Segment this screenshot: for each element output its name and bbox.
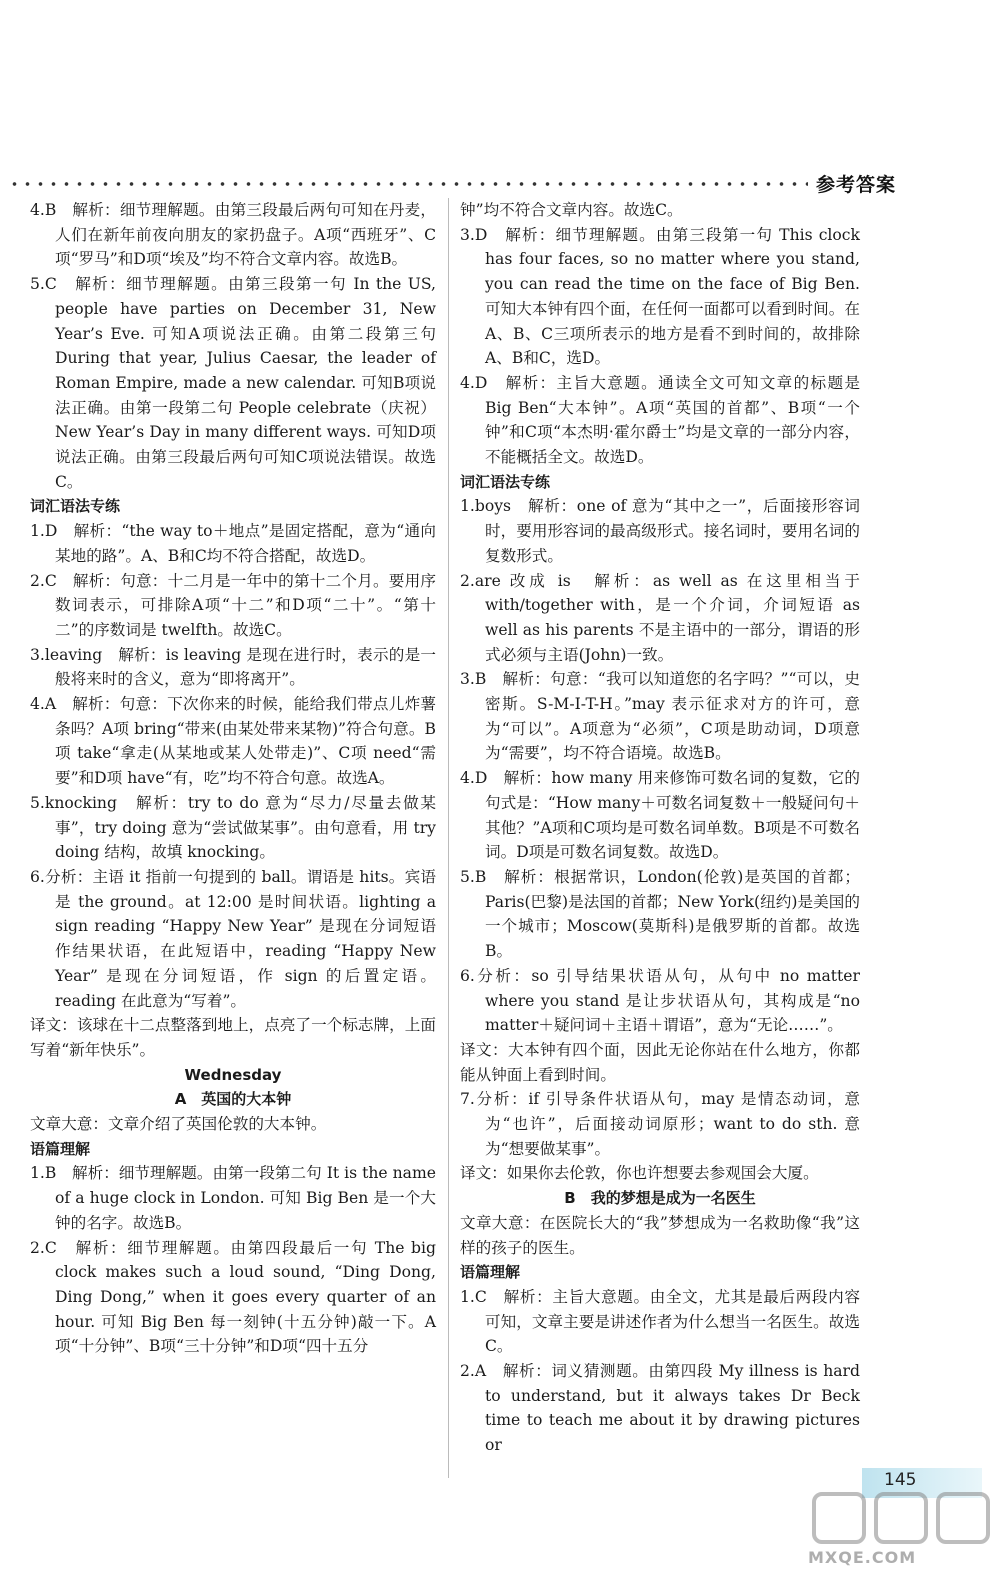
section-heading: 语篇理解 xyxy=(460,1263,521,1282)
answer-item: 4.A 解析：句意：下次你来的时候，能给我们带点儿炸薯条吗？A项 bring“带来(由某处带来某物)”符合句意。B项 take“拿走(从某地或某人处带走)”、C项 need“需要”和D项 have“有，吃”均不符合句意。故选A。 xyxy=(30,695,436,788)
answer-item: 1.C 解析：主旨大意题。由全文，尤其是最后两段内容可知，文章主要是讲述作者为什么想当一名医生。故选C。 xyxy=(460,1287,860,1356)
answer-item: 1.B 解析：细节理解题。由第一段第二句 It is the name of a huge clock in London. 可知 Big Ben 是一个大钟的名字。故选B。 xyxy=(30,1164,436,1232)
watermark-text: MXQE.COM xyxy=(808,1548,917,1567)
answer-item: 6.分析：主语 it 指前一句提到的 ball。谓语是 hits。宾语是 the ground。at 12:00 是时间状语。lighting a sign reading “Happy New Year” 是现在分词短语作结果状语，在此短语中，reading “Happy New Year” 是现在分词短语，作 sign 的后置定语。reading 在此意为“写着”。 xyxy=(30,867,436,1010)
section-heading: 词汇语法专练 xyxy=(460,472,551,491)
answer-item: 4.D 解析：how many 用来修饰可数名词的复数，它的句式是：“How many＋可数名词复数＋一般疑问句＋其他？”A项和C项均是可数名词单数。B项是不可数名词。D项是可数名词复数。故选D。 xyxy=(460,769,860,862)
answer-item: 4.D 解析：主旨大意题。通读全文可知文章的标题是 Big Ben“大本钟”。A项“英国的首都”、B项“一个钟”和C项“本杰明·霍尔爵士”均是文章的一部分内容，不能概括全文。故选D。 xyxy=(460,373,860,467)
paragraph: 译文：该球在十二点整落到地上，点亮了一个标志牌，上面写着“新年快乐”。 xyxy=(30,1016,436,1059)
right-column xyxy=(460,198,860,1458)
answer-item: 1.D 解析：“the way to＋地点”是固定搭配，意为“通向某地的路”。A、B和C均不符合搭配，故选D。 xyxy=(30,522,436,565)
left-column xyxy=(30,198,436,1359)
page-header-title: 参考答案 xyxy=(816,174,897,196)
paragraph: 文章大意：文章介绍了英国伦敦的大本钟。 xyxy=(30,1115,327,1134)
header-dotted-rule xyxy=(8,180,808,188)
paragraph: 钟”均不符合文章内容。故选C。 xyxy=(460,201,683,219)
answer-item: 5.B 解析：根据常识，London(伦敦)是英国的首都；Paris(巴黎)是法国的首都；New York(纽约)是美国的一个城市；Moscow(莫斯科)是俄罗斯的首都。故选B。 xyxy=(460,867,860,961)
section-heading: Wednesday xyxy=(184,1065,282,1084)
answer-item: 4.B 解析：细节理解题。由第三段最后两句可知在丹麦，人们在新年前夜向朋友的家扔盘子。A项“西班牙”、C项“罗马”和D项“埃及”均不符合文章内容。故选B。 xyxy=(30,201,436,269)
answer-item: 3.D 解析：细节理解题。由第三段第一句 This clock has four faces, so no matter where you stand, you can read the time on the face of Big Ben. 可知大本钟有四个面，在任何一面都可以看到时间。在A、B、C三项所表示的地方是看不到时间的，故排除A、B和C，选D。 xyxy=(460,225,860,368)
answer-item: 6.分析：so 引导结果状语从句，从句中 no matter where you stand 是让步状语从句，其构成是“no matter＋疑问词＋主语＋谓语”，意为“无论……”。 xyxy=(460,966,860,1035)
page-number: 145 xyxy=(884,1470,917,1490)
section-heading: 语篇理解 xyxy=(30,1139,91,1158)
answer-item: 3.B 解析：句意：“我可以知道您的名字吗？”“可以，史密斯。S-M-I-T-H。”may 表示征求对方的许可，意为“可以”。A项意为“必须”，C项是助动词，D项意为“需要”，均不符合语境。故选B。 xyxy=(460,670,860,763)
answer-item: 2.C 解析：细节理解题。由第四段最后一句 The big clock makes such a loud sound, “Ding Dong, Ding Dong,” when it goes every quarter of an hour. 可知 Big Ben 每一刻钟(十五分钟)敲一下。A项“十分钟”、B项“三十分钟”和D项“四十五分 xyxy=(30,1238,436,1356)
answer-item: 2.A 解析：词义猜测题。由第四段 My illness is hard to understand, but it always takes Dr Beck time to teach me about it by drawing pictures or xyxy=(460,1362,860,1455)
section-heading: 词汇语法专练 xyxy=(30,497,121,516)
answer-item: 2.are 改成 is 解析：as well as 在这里相当于 with/together with，是一个介词，介词短语 as well as his parents 不是主语中的一部分，谓语的形式必须与主语(John)一致。 xyxy=(460,571,860,664)
section-heading: B 我的梦想是成为一名医生 xyxy=(564,1189,756,1208)
column-divider xyxy=(448,198,449,1478)
answer-item: 5.knocking 解析：try to do 意为“尽力/尽量去做某事”，try doing 意为“尝试做某事”。由句意看，用 try doing 结构，故填 knocking。 xyxy=(30,793,436,862)
paragraph: 文章大意：在医院长大的“我”梦想成为一名救助像“我”这样的孩子的医生。 xyxy=(460,1213,860,1257)
paragraph: 译文：大本钟有四个面，因此无论你站在什么地方，你都能从钟面上看到时间。 xyxy=(460,1040,860,1084)
answer-item: 1.boys 解析：one of 意为“其中之一”，后面接形容词时，要用形容词的最高级形式。接名词时，要用名词的复数形式。 xyxy=(460,497,860,565)
answer-item: 3.leaving 解析：is leaving 是现在进行时，表示的是一般将来时的含义，意为“即将离开”。 xyxy=(30,645,436,689)
answer-item: 5.C 解析：细节理解题。由第三段第一句 In the US, people have parties on December 31, New Year’s Eve. 可知A项说法正确。由第二段第三句 During that year, Julius Caesar, the leader of Roman Empire, made a new calendar. 可知B项说法正确。由第一段第二句 People celebrate（庆祝）New Year’s Day in many different ways. 可知D项说法正确。由第三段最后两句可知C项说法错误。故选C。 xyxy=(30,275,436,491)
answer-item: 7.分析：if 引导条件状语从句，may 是情态动词，意为“也许”，后面接动词原形；want to do sth. 意为“想要做某事”。 xyxy=(460,1090,860,1158)
answer-item: 2.C 解析：句意：十二月是一年中的第十二个月。要用序数词表示，可排除A项“十二”和D项“二十”。“第十二”的序数词是 twelfth。故选C。 xyxy=(30,571,436,639)
paragraph: 译文：如果你去伦敦，你也许想要去参观国会大厦。 xyxy=(460,1164,819,1183)
section-heading: A 英国的大本钟 xyxy=(174,1090,292,1109)
